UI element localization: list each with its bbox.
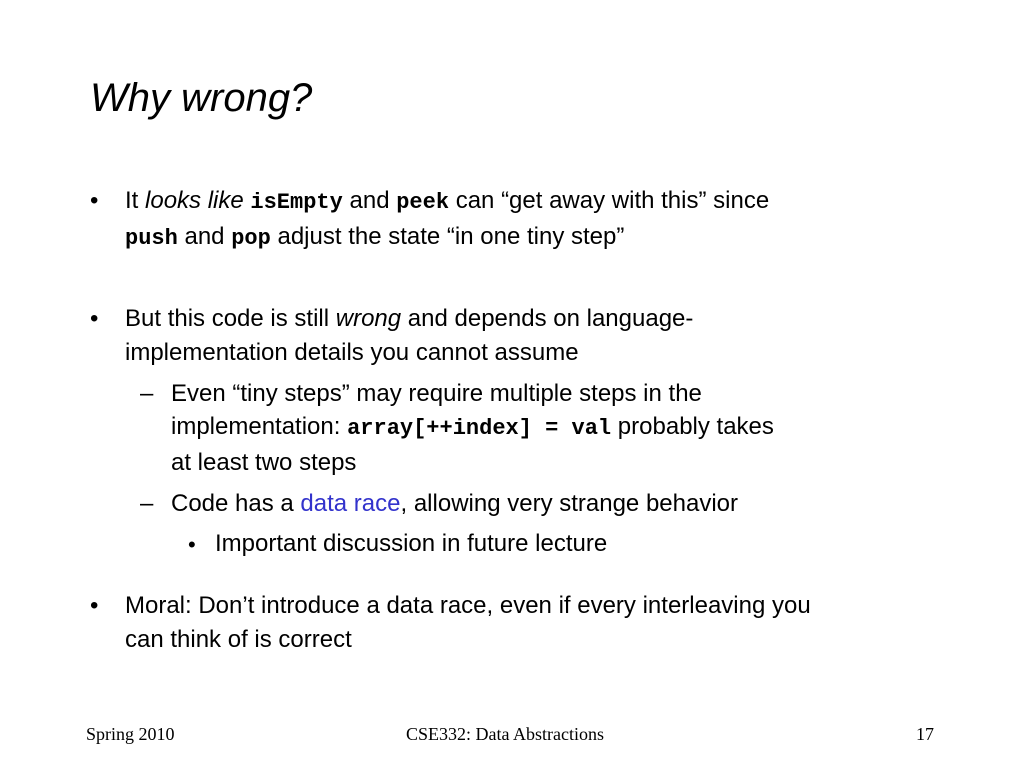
sub-bullet-2b-line-1 <box>171 486 738 522</box>
code-text: push <box>125 226 178 251</box>
sub-bullet-2a-line-2 <box>171 409 774 447</box>
code-text: array[++index] = val <box>347 416 612 441</box>
bullet-2-line-2: implementation details you cannot assume <box>125 339 579 366</box>
text-run: adjust the state “in one tiny step” <box>270 223 625 250</box>
text-run: implementation: <box>171 413 348 440</box>
bullet-marker: • <box>90 592 99 619</box>
bullet-3-line-2: can think of is correct <box>125 626 352 653</box>
text-run: and depends on language- <box>401 305 694 332</box>
code-text: isEmpty <box>250 190 343 215</box>
dash-marker: – <box>140 380 154 407</box>
sub-bullet-2a-line-3: at least two steps <box>171 449 357 476</box>
code-text: peek <box>396 190 450 215</box>
bullet-2-line-1 <box>125 302 693 336</box>
bullet-1-line-1 <box>125 184 769 220</box>
code-text: pop <box>231 226 271 251</box>
emphasis-text: looks like <box>145 187 244 214</box>
text-run: and <box>177 223 232 250</box>
bullet-3-line-1: Moral: Don’t introduce a data race, even if every interleaving you <box>125 592 811 619</box>
bullet-marker: • <box>90 187 99 214</box>
text-run: Code has a <box>171 490 301 517</box>
sub-sub-bullet-2b1-line-1: Important discussion in future lecture <box>215 530 608 557</box>
sub-bullet-2a-line-1: Even “tiny steps” may require multiple steps in the <box>171 380 702 407</box>
bullet-marker: • <box>90 305 99 332</box>
footer-left: Spring 2010 <box>86 724 175 744</box>
emphasis-text: wrong <box>335 305 402 332</box>
slide-number: 17 <box>916 724 934 744</box>
data-race-link[interactable]: data race <box>300 490 401 517</box>
bullet-1-line-2 <box>125 220 624 256</box>
text-run: It <box>125 187 146 214</box>
text-run: can “get away with this” since <box>449 187 770 214</box>
slide-title: Why wrong? <box>90 76 313 120</box>
text-run: But this code is still <box>125 305 336 332</box>
dash-marker: – <box>140 490 154 517</box>
text-run: and <box>342 187 397 214</box>
text-run: probably takes <box>611 413 774 440</box>
bullet-marker: • <box>188 532 196 557</box>
text-run: , allowing very strange behavior <box>400 490 739 517</box>
footer-center: CSE332: Data Abstractions <box>406 724 604 744</box>
